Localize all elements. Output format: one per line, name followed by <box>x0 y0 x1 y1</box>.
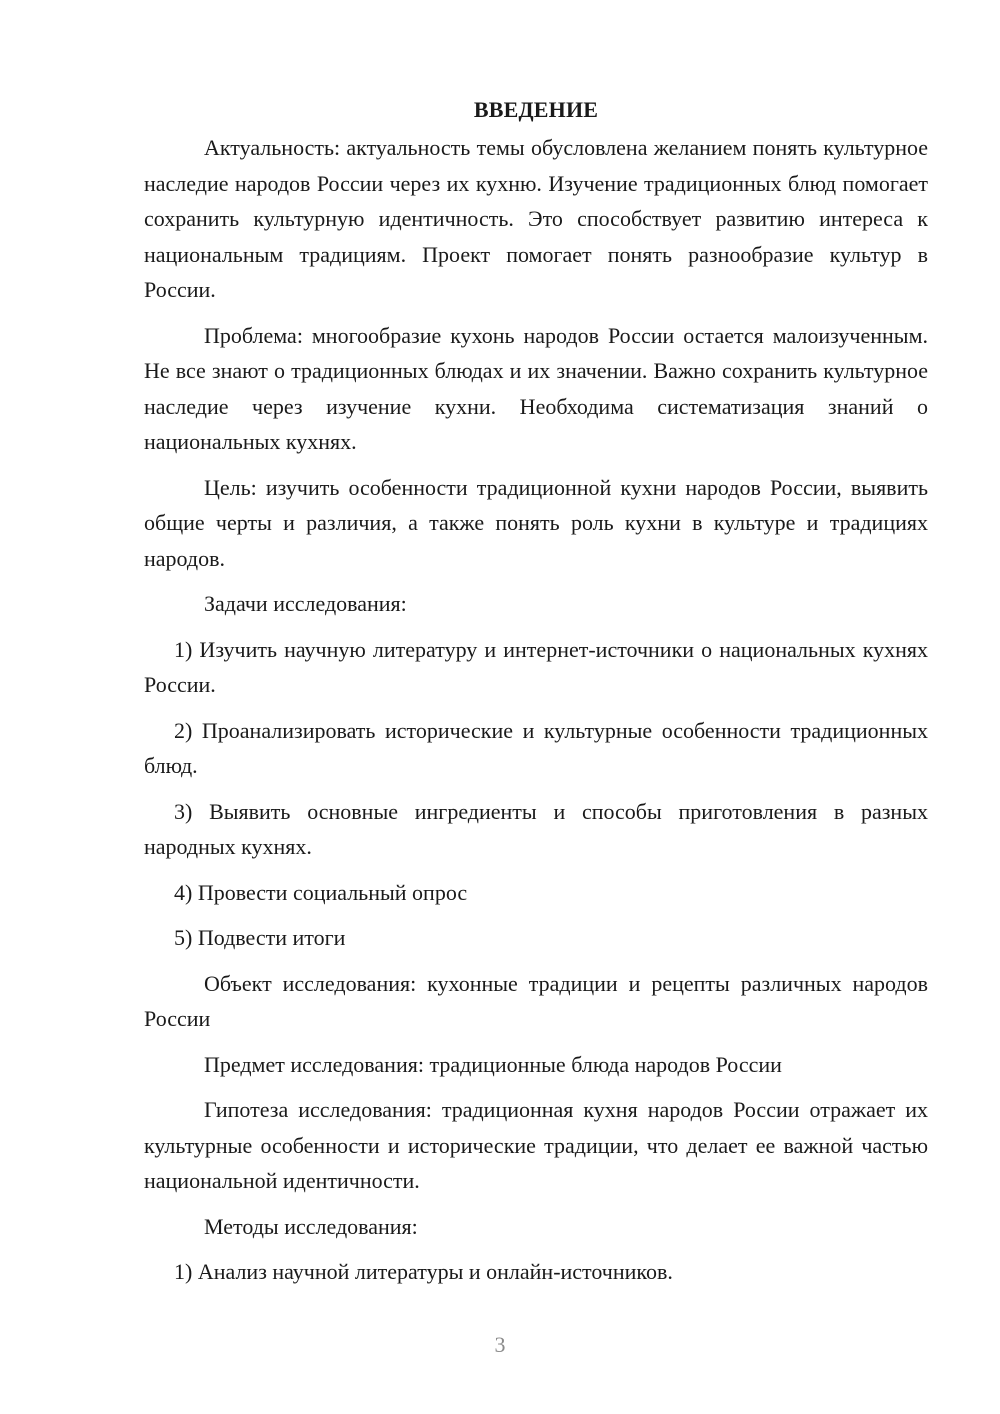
paragraph-goal: Цель: изучить особенности традиционной кухни народов России, выявить общие черты и различия, а также понять роль кухни в культуре и традициях народов. <box>144 474 928 571</box>
paragraph-subject: Предмет исследования: традиционные блюда народов России <box>204 1051 782 1077</box>
task-item-3: 3) Выявить основные ингредиенты и способы приготовления в разных народных кухнях. <box>144 798 928 859</box>
page-number: 3 <box>494 1332 506 1357</box>
task-item-1: 1) Изучить научную литературу и интернет-источники о национальных кухнях России. <box>144 636 928 697</box>
task-item-5: 5) Подвести итоги <box>174 925 346 950</box>
paragraph-relevance: Актуальность: актуальность темы обусловлена желанием понять культурное наследие народов России через их кухню. Изучение традиционных блюд помогает сохранить культурную идентичность. Это способствует развитию интереса к национальным традициям. Проект помогает понять разнообразие культур в России. <box>144 135 928 302</box>
document-page <box>144 90 928 1330</box>
task-item-2: 2) Проанализировать исторические и культурные особенности традиционных блюд. <box>144 717 928 778</box>
paragraph-problem: Проблема: многообразие кухонь народов России остается малоизученным. Не все знают о традиционных блюдах и их значении. Важно сохранить культурное наследие через изучение кухни. Необходима систематизация знаний о национальных кухнях. <box>144 322 928 454</box>
paragraph-hypothesis: Гипотеза исследования: традиционная кухня народов России отражает их культурные особенности и исторические традиции, что делает ее важной частью национальной идентичности. <box>144 1097 928 1193</box>
method-item-1: 1) Анализ научной литературы и онлайн-источников. <box>174 1259 673 1284</box>
paragraph-object: Объект исследования: кухонные традиции и рецепты различных народов России <box>144 970 928 1031</box>
paragraph-methods-title: Методы исследования: <box>204 1213 418 1239</box>
task-item-4: 4) Провести социальный опрос <box>174 879 468 905</box>
page-title: ВВЕДЕНИЕ <box>473 97 599 122</box>
paragraph-tasks-title: Задачи исследования: <box>204 591 407 616</box>
